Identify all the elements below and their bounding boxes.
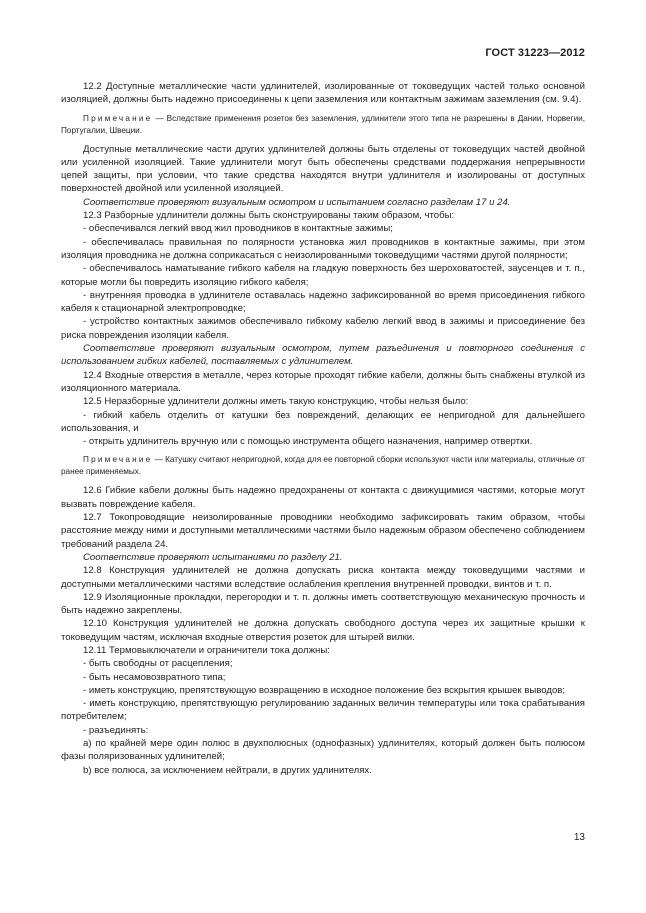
body-paragraph: - открыть удлинитель вручную или с помощью инструмента общего назначения, например отвертки. xyxy=(83,436,533,448)
body-paragraph: 12.8 Конструкция удлинителей не должна допускать риска контакта между токоведущими частями и доступными металлическими частями вследствие ослабления крепления внутренней проводки, винтов и т. п. xyxy=(61,565,585,590)
body-paragraph: - внутренняя проводка в удлинителе оставалась надежно зафиксированной во время присоединения гибкого кабеля к стационарной электропроводке; xyxy=(61,289,585,315)
compliance-statement: Соответствие проверяют визуальным осмотром, путем разъединения и повторного соединения с использованием гибких кабелей, поставляемых с удлинителем. xyxy=(61,343,585,368)
note-paragraph xyxy=(61,454,585,478)
body-paragraph: Доступные металлические части других удлинителей должны быть отделены от токоведущих частей двойной или усиленной изоляцией. Такие удлинители могут быть обеспечены средствами поддержания непрерывности цепей защиты, при условии, что такие средства находятся внутри удлинителя и изолированы от доступных поверхностей двойной или усиленной изоляцией. xyxy=(61,143,585,195)
document-header: ГОСТ 31223—2012 xyxy=(485,47,585,59)
body-paragraph: 12.7 Токопроводящие неизолированные проводники необходимо зафиксировать таким образом, чтобы расстояние между ними и доступными металлическими частями было надежным образом обеспечено соблюдением требований раздела 24. xyxy=(61,512,585,550)
note-label: Примечание xyxy=(83,113,153,123)
body-paragraph: - обеспечивалась правильная по полярности установка жил проводников в контактные зажимы, при этом изоляция проводника не должна соприкасаться с неизолированными токоведущими частями другой полярности; xyxy=(61,236,585,261)
body-paragraph: - иметь конструкцию, препятствующую регулированию заданных величин температуры или тока срабатывания потребителем; xyxy=(61,698,585,723)
body-paragraph: 12.2 Доступные металлические части удлинителей, изолированные от токоведущих частей только основной изоляцией, должны быть надежно присоединены к цепи заземления или контактным зажимам заземления (см. 9.4). xyxy=(61,81,585,106)
body-paragraph: - разъединять: xyxy=(83,724,149,736)
page-number: 13 xyxy=(573,832,585,843)
body-paragraph: - обеспечивался легкий ввод жил проводников в контактные зажимы; xyxy=(83,223,393,235)
note-paragraph xyxy=(61,113,585,137)
note-text: — Катушку считают непригодной, когда для ее повторной сборки используют части или материалы, отличные от ранее применяемых. xyxy=(61,455,585,477)
body-paragraph: - устройство контактных зажимов обеспечивало гибкому кабелю легкий ввод в зажимы и присоединение без риска повреждения изоляции кабеля. xyxy=(61,316,585,341)
body-paragraph: 12.3 Разборные удлинители должны быть сконструированы таким образом, чтобы: xyxy=(83,210,455,222)
body-paragraph: 12.5 Неразборные удлинители должны иметь такую конструкцию, чтобы нельзя было: xyxy=(83,396,469,408)
body-paragraph: 12.6 Гибкие кабели должны быть надежно предохранены от контакта с движущимися частями, которые могут вызвать повреждение кабеля. xyxy=(61,485,585,510)
body-paragraph: - обеспечивалось наматывание гибкого кабеля на гладкую поверхность без шероховатостей, заусенцев и т. п., которые могли бы повредить изоляцию гибкого кабеля; xyxy=(61,263,585,288)
body-paragraph: - гибкий кабель отделить от катушки без повреждений, делающих ее непригодной для дальнейшего использования, и xyxy=(61,409,585,434)
document-body xyxy=(61,80,585,777)
body-paragraph: b) все полюса, за исключением нейтрали, в других удлинителях. xyxy=(83,764,372,776)
note-text: — Вследствие применения розеток без заземления, удлинители этого типа не разрешены в Дании, Норвегии, Португалии, Швеции. xyxy=(61,113,585,135)
body-paragraph: 12.10 Конструкция удлинителей не должна допускать свободного доступа через их защитные крышки к токоведущим частям, исключая входные отверстия розеток для штырей вилки. xyxy=(61,618,585,643)
body-paragraph: a) по крайней мере один полюс в двухполюсных (однофазных) удлинителях, который должен быть полюсом фазы поляризованных удлинителей; xyxy=(61,738,585,763)
body-paragraph: - быть несамовозвратного типа; xyxy=(83,671,226,683)
body-paragraph: 12.11 Термовыключатели и ограничители тока должны: xyxy=(83,644,330,656)
compliance-statement: Соответствие проверяют визуальным осмотром и испытанием согласно разделам 17 и 24. xyxy=(83,196,511,208)
body-paragraph: 12.4 Входные отверстия в металле, через которые проходят гибкие кабели, должны быть снабжены втулкой из изоляционного материала. xyxy=(61,369,585,394)
body-paragraph: - иметь конструкцию, препятствующую возвращению в исходное положение без вскрытия крышек выводов; xyxy=(83,684,566,696)
compliance-statement: Соответствие проверяют испытаниями по разделу 21. xyxy=(83,551,343,563)
body-paragraph: 12.9 Изоляционные прокладки, перегородки и т. п. должны иметь соответствующую механическую прочность и быть надежно закреплены. xyxy=(61,591,585,617)
body-paragraph: - быть свободны от расцепления; xyxy=(83,658,233,670)
note-label: Примечание xyxy=(83,455,153,465)
